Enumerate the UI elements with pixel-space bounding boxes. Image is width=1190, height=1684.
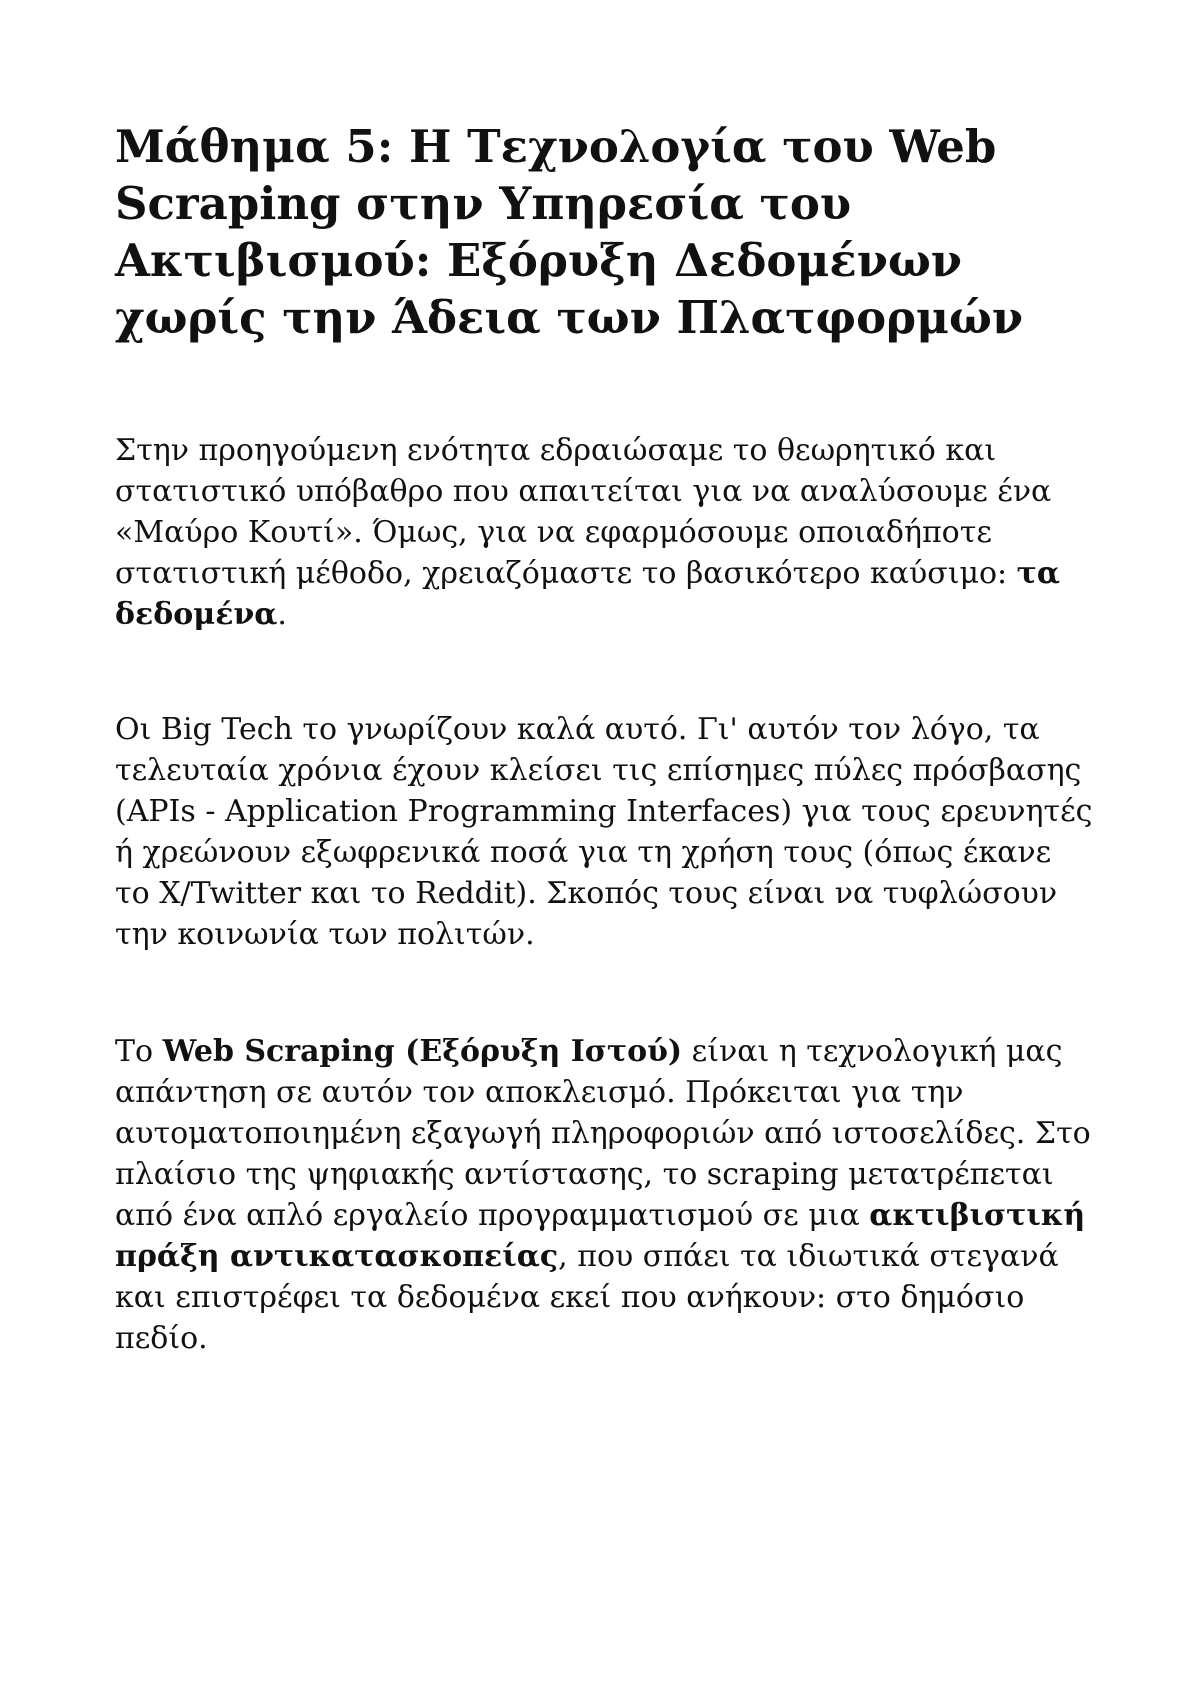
- paragraph-scraping-end: , που σπάει τα ιδιωτικά στεγανά και επιστρέφει τα δεδομένα εκεί που ανήκουν: στο δημόσιο πεδίο.: [115, 1239, 1059, 1356]
- paragraph-intro: [115, 430, 1095, 635]
- paragraph-scraping-emphasis: ακτιβιστική πράξη αντικατασκοπείας: [115, 1198, 1086, 1274]
- paragraph-big-tech: Οι Big Tech το γνωρίζουν καλά αυτό. Γι' αυτόν τον λόγο, τα τελευταία χρόνια έχουν κλείσει τις επίσημες πύλες πρόσβασης (APIs - Application Programming Interfaces) για τους ερευνητές ή χρεώνουν εξωφρενικά ποσά για τη χρήση τους (όπως έκανε το X/Twitter και το Reddit). Σκοπός τους είναι να τυφλώσουν την κοινωνία των πολιτών.: [115, 712, 1093, 952]
- lesson-title: Μάθημα 5: Η Τεχνολογία του Web Scraping στην Υπηρεσία του Ακτιβισμού: Εξόρυξη Δεδομένων χωρίς την Άδεια των Πλατφορμών: [115, 120, 1024, 344]
- paragraph-scraping-term: Web Scraping (Εξόρυξη Ιστού): [162, 1034, 683, 1069]
- paragraph-intro-text: Στην προηγούμενη ενότητα εδραιώσαμε το θεωρητικό και στατιστικό υπόβαθρο που απαιτείται για να αναλύσουμε ένα «Μαύρο Κουτί». Όμως, για να εφαρμόσουμε οποιαδήποτε στατιστική μέθοδο, χρειαζόμαστε το βασικότερο καύσιμο:: [115, 433, 1052, 591]
- paragraph-scraping-start: Το: [115, 1034, 163, 1069]
- paragraph-web-scraping: [115, 1031, 1095, 1359]
- paragraph-scraping-middle: είναι η τεχνολογική μας απάντηση σε αυτόν τον αποκλεισμό. Πρόκειται για την αυτοματοποιημένη εξαγωγή πληροφοριών από ιστοσελίδες. Στο πλαίσιο της ψηφιακής αντίστασης, το scraping μετατρέπεται από ένα απλό εργαλείο προγραμματισμού σε μια: [115, 1034, 1091, 1233]
- document-page: [115, 118, 1095, 1359]
- paragraph-intro-bold: τα δεδομένα: [115, 556, 1060, 632]
- paragraph-intro-end: .: [277, 597, 287, 632]
